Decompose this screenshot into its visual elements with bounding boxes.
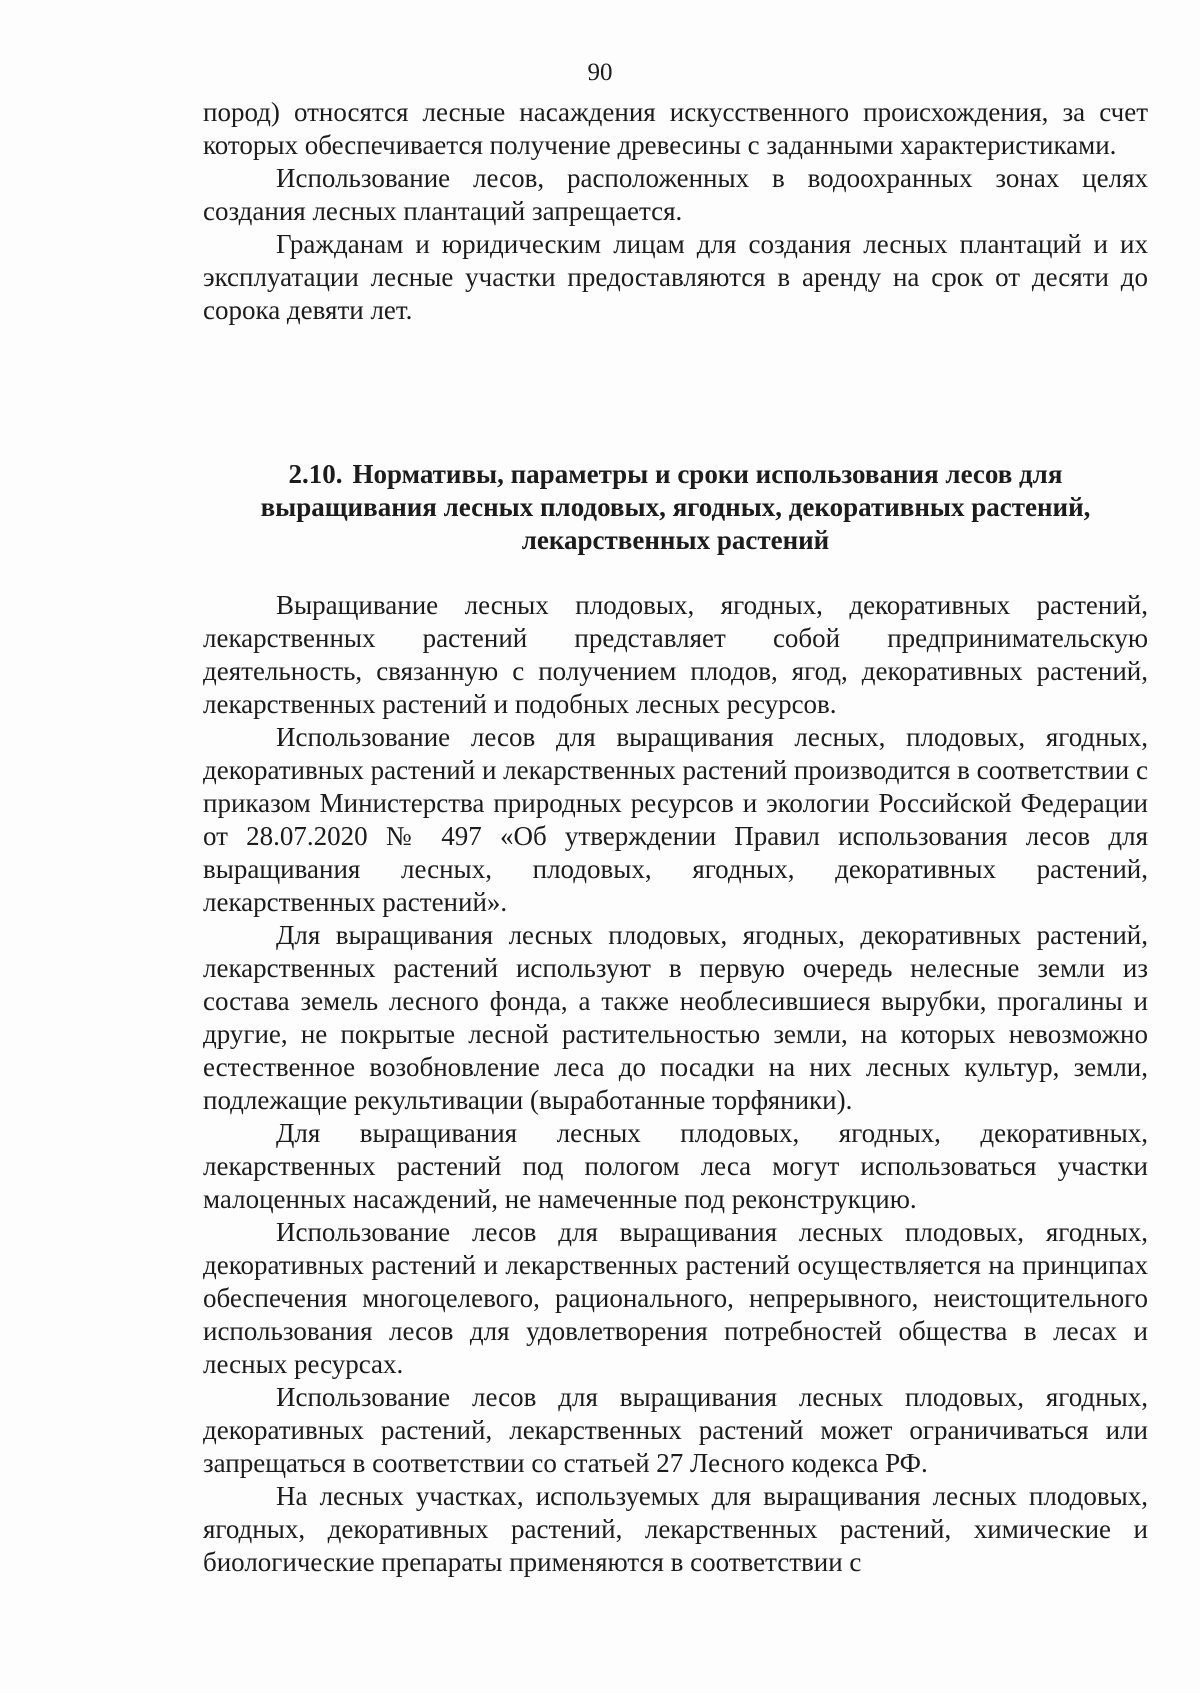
paragraph: Использование лесов, расположенных в водоохранных зонах целях создания лесных плантаций запрещается. xyxy=(203,163,1148,226)
main-text-block xyxy=(203,589,1148,1579)
section-number: 2.10. xyxy=(288,459,343,489)
page-number: 90 xyxy=(587,59,613,86)
paragraph: На лесных участках, используемых для выращивания лесных плодовых, ягодных, декоративных растений, лекарственных растений, химические и биологические препараты применяются в соответствии с xyxy=(203,1481,1148,1577)
paragraph: Использование лесов для выращивания лесных, плодовых, ягодных, декоративных растений и лекарственных растений производится в соответствии с приказом Министерства природных ресурсов и экологии Российской Федерации от 28.07.2020 № 497 «Об утверждении Правил использования лесов для выращивания лесных, плодовых, ягодных, декоративных растений, лекарственных растений». xyxy=(203,722,1148,917)
paragraph: Выращивание лесных плодовых, ягодных, декоративных растений, лекарственных растений представляет собой предпринимательскую деятельность, связанную с получением плодов, ягод, декоративных растений, лекарственных растений и подобных лесных ресурсов. xyxy=(203,590,1148,719)
paragraph: Гражданам и юридическим лицам для создания лесных плантаций и их эксплуатации лесные участки предоставляются в аренду на срок от десяти до сорока девяти лет. xyxy=(203,229,1148,325)
section-title: Нормативы, параметры и сроки использования лесов для выращивания лесных плодовых, ягодных, декоративных растений, лекарственных растений xyxy=(260,459,1091,555)
top-text-block xyxy=(203,96,1148,327)
paragraph: Использование лесов для выращивания лесных плодовых, ягодных, декоративных растений, лекарственных растений может ограничиваться или запрещаться в соответствии со статьей 27 Лесного кодекса РФ. xyxy=(203,1382,1148,1478)
paragraph-continued: пород) относятся лесные насаждения искусственного происхождения, за счет которых обеспечивается получение древесины с заданными характеристиками. xyxy=(203,97,1148,160)
paragraph: Для выращивания лесных плодовых, ягодных, декоративных, лекарственных растений под пологом леса могут использоваться участки малоценных насаждений, не намеченные под реконструкцию. xyxy=(203,1118,1148,1214)
paragraph: Для выращивания лесных плодовых, ягодных, декоративных растений, лекарственных растений используют в первую очередь нелесные земли из состава земель лесного фонда, а также необлесившиеся вырубки, прогалины и другие, не покрытые лесной растительностью земли, на которых невозможно естественное возобновление леса до посадки на них лесных культур, земли, подлежащие рекультивации (выработанные торфяники). xyxy=(203,920,1148,1115)
paragraph: Использование лесов для выращивания лесных плодовых, ягодных, декоративных растений и лекарственных растений осуществляется на принципах обеспечения многоцелевого, рационального, непрерывного, неистощительного использования лесов для удовлетворения потребностей общества в лесах и лесных ресурсах. xyxy=(203,1217,1148,1379)
section-heading xyxy=(203,458,1148,557)
